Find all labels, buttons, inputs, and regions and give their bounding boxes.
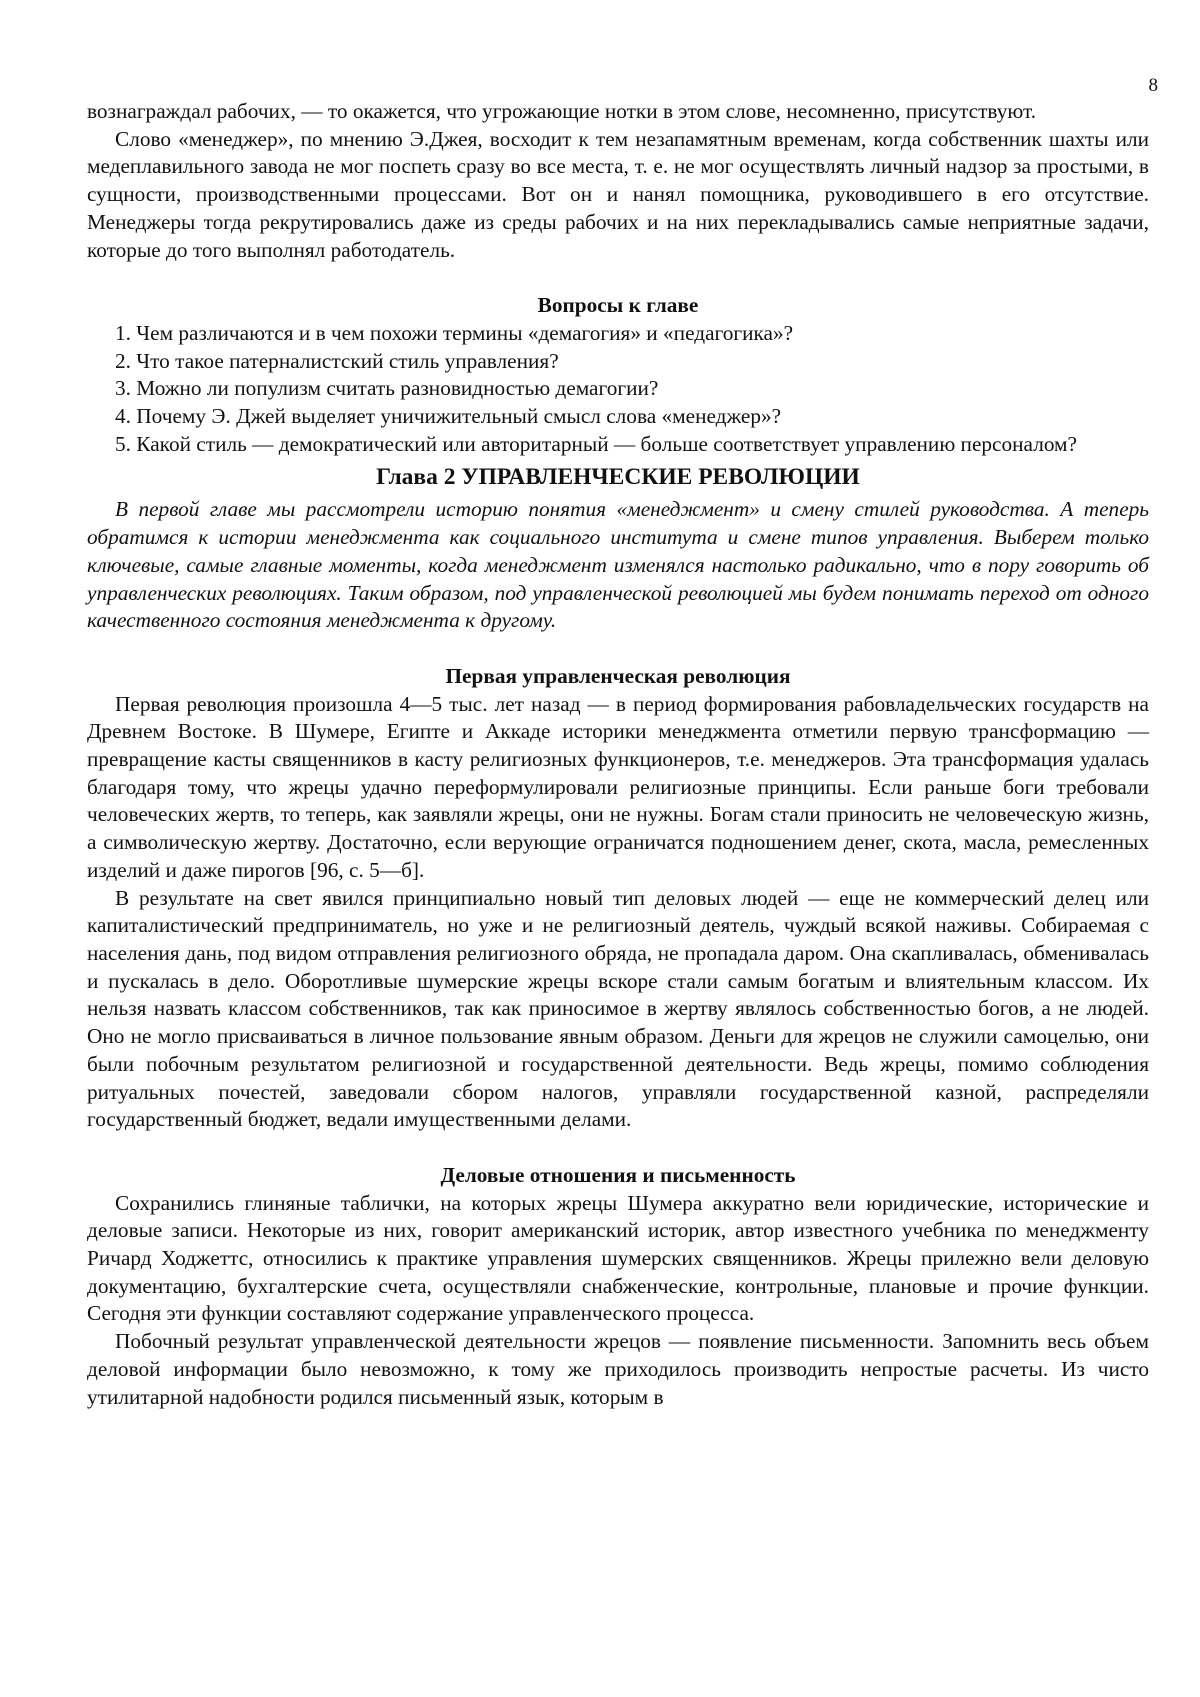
paragraph-continued: вознаграждал рабочих, — то окажется, что угрожающие нотки в этом слове, несомненно, присутствуют. [87,99,1037,123]
chapter-intro-text: В первой главе мы рассмотрели историю понятия «менеджмент» и смену стилей руководства. А теперь обратимся к истории менеджмента как социального института и смене типов управления. Выберем только ключевые, самые главные моменты, когда менеджмент изменялся настолько радикально, что в пору говорить об управленческих революциях. Таким образом, под управленческой революцией мы будем понимать переход от одного качественного состояния менеджмента к другому. [87,497,1149,633]
questions-heading: Вопросы к главе [537,293,699,318]
paragraph-manager-origin: Слово «менеджер», по мнению Э.Джея, восходит к тем незапамятным временам, когда собственник шахты или медеплавильного завода не мог поспеть сразу во все места, т. е. не мог осуществлять личный надзор за простыми, в сущности, производственными процессами. Вот он и нанял помощника, руководившего в его отсутствие. Менеджеры тогда рекрутировались даже из среды рабочих и на них перекладывались самые неприятные задачи, которые до того выполнял работодатель. [87,126,1149,262]
page-number: 8 [1148,75,1158,96]
question-item: 4. Почему Э. Джей выделяет уничижительный смысл слова «менеджер»? [115,404,782,429]
paragraph: В результате на свет явился принципиально новый тип деловых людей — еще не коммерческий делец или капиталистический предприниматель, но уже и не религиозный деятель, чуждый всякой наживы. Собираемая с населения дань, под видом отправления религиозного обряда, не пропадала даром. Она скапливалась, обменивалась и пускалась в дело. Оборотливые шумерские жрецы вскоре стали самым богатым и влиятельным классом. Их нельзя назвать классом собственников, так как приносимое в жертву являлось собственностью богов, а не людей. Оно не могло присваиваться в личное пользование явным образом. Деньги для жрецов не служили самоцелью, они были побочным результатом религиозной и государственной деятельности. Ведь жрецы, помимо соблюдения ритуальных почестей, заведовали сбором налогов, управляли государственной казной, распределяли государственный бюджет, ведали имущественными делами. [87,885,1149,1132]
question-item: 5. Какой стиль — демократический или авторитарный — больше соответствует управлению персоналом? [115,431,1077,456]
chapter-title: Глава 2 УПРАВЛЕНЧЕСКИЕ РЕВОЛЮЦИИ [376,464,860,491]
paragraph: Побочный результат управленческой деятельности жрецов — появление письменности. Запомнить весь объем деловой информации было невозможно, к тому же приходилось производить непростые расчеты. Из чисто утилитарной надобности родился письменный язык, которым в [87,1329,1149,1409]
section-heading-first-revolution: Первая управленческая революция [445,663,791,688]
chapter-intro [87,496,1149,635]
question-item: 2. Что такое патерналистский стиль управления? [115,348,559,373]
question-item: 1. Чем различаются и в чем похожи термины «демагогия» и «педагогика»? [115,320,794,345]
page-text [87,98,1149,1411]
paragraph: Сохранились глиняные таблички, на которых жрецы Шумера аккуратно вели юридические, исторические и деловые записи. Некоторые из них, говорит американский историк, автор известного учебника по менеджменту Ричард Ходжеттс, относились к практике управления шумерских священников. Жрецы прилежно вели деловую документацию, бухгалтерские счета, осуществляли снабженческие, контрольные, плановые и прочие функции. Сегодня эти функции составляют содержание управленческого процесса. [87,1190,1149,1326]
section-heading-business-writing: Деловые отношения и письменность [440,1162,796,1187]
paragraph: Первая революция произошла 4—5 тыс. лет назад — в период формирования рабовладельческих государств на Древнем Востоке. В Шумере, Египте и Аккаде историки менеджмента отметили первую трансформацию — превращение касты священников в касту религиозных функционеров, т.е. менеджеров. Эта трансформация удалась благодаря тому, что жрецы удачно переформулировали религиозные принципы. Если раньше боги требовали человеческих жертв, то теперь, как заявляли жрецы, они не нужны. Богам стали приносить не человеческую жизнь, а символическую жертву. Достаточно, если верующие ограничатся подношением денег, скота, масла, ремесленных изделий и даже пирогов [96, с. 5—б]. [87,691,1149,882]
question-item: 3. Можно ли популизм считать разновидностью демагогии? [115,376,659,401]
